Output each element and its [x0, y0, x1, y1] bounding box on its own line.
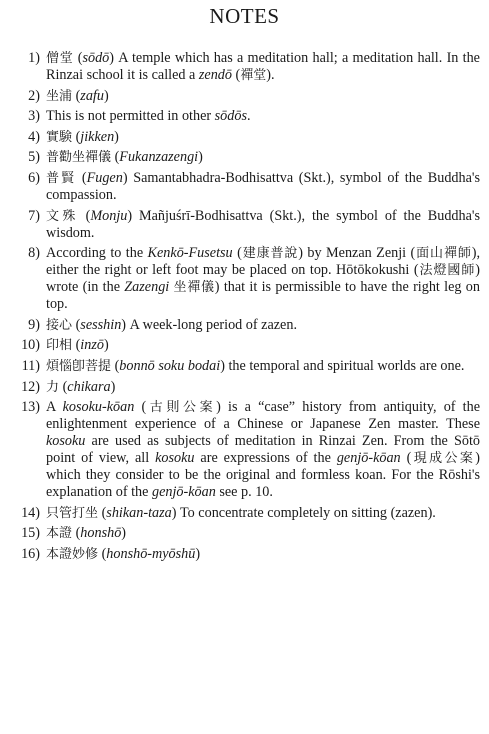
- italic-term: zendō: [198, 67, 232, 83]
- note-item: [10, 88, 480, 105]
- italic-term: Kenkō-Fusetsu: [147, 245, 233, 262]
- note-number: 1): [28, 50, 40, 66]
- note-text: [46, 108, 480, 125]
- note-number: 4): [28, 128, 40, 145]
- italic-term: zafu: [80, 87, 104, 104]
- note-text-run: ): [110, 378, 116, 395]
- note-item: [10, 50, 480, 84]
- note-text-run: ).: [266, 67, 275, 83]
- note-text: [46, 525, 480, 542]
- japanese-term: 本證妙修: [46, 546, 99, 562]
- note-item: [10, 379, 480, 396]
- note-text-run: ) Mañjuśrī-Bodhisattva (Skt.), the symbol of the Buddha's wisdom.: [46, 207, 480, 241]
- note-text: [46, 50, 480, 84]
- note-text-run: A: [46, 399, 63, 416]
- page-title: NOTES: [209, 4, 280, 28]
- note-text-run: (: [72, 128, 81, 145]
- italic-term: genjō-kōan: [151, 484, 216, 501]
- note-item: [10, 245, 480, 313]
- italic-term: genjō-kōan: [336, 450, 401, 467]
- note-text-run: ): [103, 337, 109, 354]
- note-text: [46, 129, 480, 146]
- japanese-term: 接心: [46, 317, 73, 333]
- note-text-run: ) that it is permissible to have the right leg on top.: [46, 279, 480, 313]
- note-text: [46, 505, 480, 522]
- note-text: [46, 317, 480, 334]
- note-text-run: (: [231, 67, 241, 83]
- note-text-run: ): [195, 545, 201, 562]
- note-text: [46, 170, 480, 204]
- note-text-run: ) A week-long period of zazen.: [121, 316, 297, 333]
- note-item: [10, 129, 480, 146]
- note-text: [46, 245, 480, 313]
- note-text-run: This is not permitted in other: [46, 108, 215, 125]
- note-text: [46, 337, 480, 354]
- japanese-term: 法燈國師: [418, 263, 476, 279]
- japanese-term: 實験: [46, 129, 73, 145]
- note-item: [10, 317, 480, 334]
- note-text: [46, 399, 480, 501]
- note-number: 15): [21, 525, 40, 542]
- note-text-run: (: [72, 87, 81, 104]
- note-text-run: ) wrote (in the: [46, 262, 480, 296]
- italic-term: Monju: [90, 207, 128, 224]
- note-text-run: (: [78, 207, 91, 224]
- japanese-term: 古則公案: [146, 400, 217, 416]
- note-number: 10): [21, 337, 40, 354]
- note-number: 5): [28, 149, 40, 166]
- note-number: 6): [28, 169, 40, 186]
- note-text-run: (: [98, 545, 107, 562]
- note-text-run: (: [111, 149, 120, 166]
- note-text-run: (: [73, 50, 83, 66]
- italic-term: sōdōs: [214, 108, 247, 125]
- note-text-run: ) Samantabhadra-Bodhisattva (Skt.), symbol of the Buddha's compassion.: [46, 169, 480, 203]
- note-item: [10, 108, 480, 125]
- note-number: 12): [21, 378, 40, 395]
- note-item: [10, 505, 480, 522]
- japanese-term: 現成公案: [411, 451, 476, 467]
- note-text-run: .: [246, 108, 251, 125]
- note-number: 8): [28, 245, 40, 262]
- japanese-term: 面山禪師: [415, 246, 472, 262]
- note-number: 13): [21, 399, 40, 416]
- note-text-run: ) To concentrate completely on sitting (zazen).: [171, 504, 436, 521]
- note-text-run: ) the temporal and spiritual worlds are one.: [220, 357, 465, 374]
- note-number: 9): [28, 316, 40, 333]
- note-text: [46, 149, 480, 166]
- note-item: [10, 208, 480, 242]
- note-text: [46, 88, 480, 105]
- notes-list: [10, 50, 480, 567]
- italic-term: Fugen: [86, 169, 123, 186]
- note-text-run: are used as subjects of meditation in Rinzai Zen. From the Sōtō point of view, all: [46, 433, 480, 467]
- note-text-run: (: [400, 450, 412, 467]
- note-text-run: ) is a “case” history from antiquity, of the enlightenment experience of a Chinese or Japanese Zen master. These: [46, 399, 480, 433]
- note-text: [46, 358, 480, 375]
- note-text-run: ), either the right or left foot may be placed on top. Hōtōkokushi (: [46, 245, 480, 279]
- italic-term: Zazengi: [124, 279, 170, 296]
- note-item: [10, 546, 480, 563]
- note-text-run: (: [111, 357, 120, 374]
- note-text-run: ): [103, 87, 109, 104]
- note-text-run: ) by Menzan Zenji (: [298, 245, 416, 262]
- japanese-term: 坐禪儀: [173, 280, 215, 296]
- italic-term: chikara: [67, 378, 111, 395]
- italic-term: Fukanzazengi: [119, 149, 199, 166]
- italic-term: sōdō: [82, 50, 110, 66]
- note-item: [10, 399, 480, 501]
- note-text-run: (: [134, 399, 147, 416]
- japanese-term: 禪堂: [240, 68, 267, 83]
- note-number: 7): [28, 207, 40, 224]
- note-item: [10, 358, 480, 375]
- italic-term: bonnō soku bodai: [119, 357, 221, 374]
- japanese-term: 煩惱卽菩提: [46, 358, 112, 374]
- note-text-run: ) which they consider to be the original and formless koan. For the Rōshi's explanation of the: [46, 450, 480, 501]
- note-text-run: see p. 10.: [215, 484, 273, 501]
- japanese-term: 僧堂: [46, 51, 74, 66]
- italic-term: sesshin: [80, 316, 122, 333]
- japanese-term: 只管打坐: [46, 505, 99, 521]
- note-number: 16): [21, 545, 40, 562]
- note-text-run: (: [59, 378, 68, 395]
- note-text-run: (: [72, 316, 81, 333]
- note-item: [10, 170, 480, 204]
- japanese-term: 本證: [46, 526, 73, 542]
- note-text-run: (: [72, 337, 81, 354]
- japanese-term: 建康普說: [241, 246, 299, 262]
- japanese-term: 普賢: [46, 170, 77, 186]
- note-text-run: (: [232, 245, 242, 262]
- note-text-run: ) A temple which has a meditation hall; a meditation hall. In the Rinzai school it is called a: [46, 50, 480, 83]
- note-text: [46, 379, 480, 396]
- note-text-run: are expressions of the: [194, 450, 337, 467]
- note-text-run: (: [76, 169, 87, 186]
- japanese-term: 印相: [46, 338, 73, 354]
- italic-term: kosoku-kōan: [62, 399, 135, 416]
- japanese-term: 普勸坐禪儀: [46, 150, 112, 166]
- note-number: 3): [28, 108, 40, 125]
- italic-term: jikken: [80, 128, 115, 145]
- note-text-run: (: [98, 504, 107, 521]
- italic-term: kosoku: [46, 433, 86, 450]
- note-number: 11): [21, 357, 40, 374]
- japanese-term: 文殊: [46, 208, 79, 224]
- japanese-term: 坐浦: [46, 88, 73, 104]
- note-text: [46, 208, 480, 242]
- note-text-run: ): [114, 128, 119, 145]
- note-text: [46, 546, 480, 563]
- note-text-run: According to the: [46, 245, 148, 262]
- italic-term: honshō-myōshū: [106, 545, 196, 562]
- note-item: [10, 525, 480, 542]
- italic-term: shikan-taza: [106, 504, 172, 521]
- note-item: [10, 149, 480, 166]
- note-number: 2): [28, 87, 40, 104]
- note-number: 14): [21, 504, 40, 521]
- italic-term: inzō: [80, 337, 104, 354]
- japanese-term: 力: [46, 379, 60, 395]
- italic-term: honshō: [80, 525, 122, 542]
- note-item: [10, 337, 480, 354]
- note-text-run: (: [72, 525, 81, 542]
- note-text-run: ): [198, 149, 203, 166]
- italic-term: kosoku: [155, 450, 195, 467]
- note-text-run: ): [121, 525, 127, 542]
